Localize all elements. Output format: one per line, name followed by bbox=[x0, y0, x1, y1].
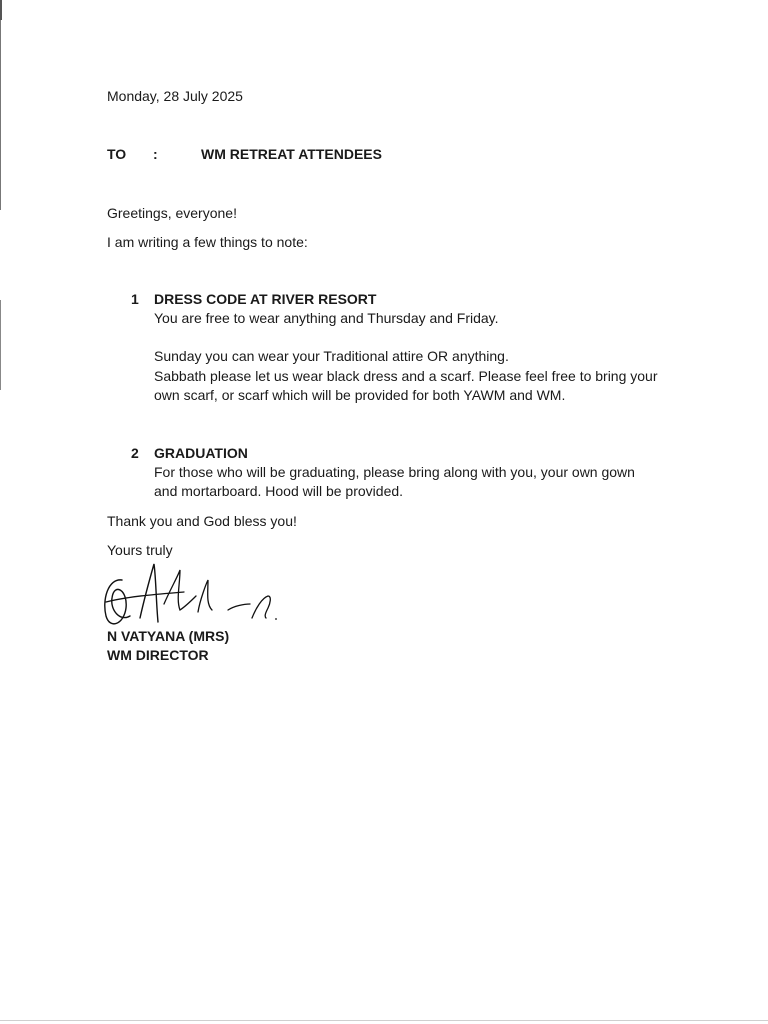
closing-line: Thank you and God bless you! bbox=[107, 513, 297, 529]
signatory-name: N VATYANA (MRS) bbox=[107, 628, 230, 644]
section-number: 2 bbox=[131, 445, 139, 461]
section-text-line: Sunday you can wear your Traditional attire OR anything. bbox=[154, 348, 509, 364]
scan-edge-mark bbox=[0, 0, 2, 20]
section-text-line: and mortarboard. Hood will be provided. bbox=[154, 483, 404, 499]
section-text-line: For those who will be graduating, please bring along with you, your own gown bbox=[154, 464, 635, 480]
scan-edge-mark bbox=[0, 20, 1, 210]
signatory-title: WM DIRECTOR bbox=[107, 647, 209, 663]
to-label: TO bbox=[107, 146, 127, 162]
signoff: Yours truly bbox=[107, 542, 173, 558]
to-recipients: WM RETREAT ATTENDEES bbox=[201, 146, 382, 162]
to-colon: : bbox=[153, 146, 158, 162]
section-text-line: Sabbath please let us wear black dress and a scarf. Please feel free to bring your bbox=[154, 368, 658, 384]
letter-date: Monday, 28 July 2025 bbox=[107, 88, 243, 104]
scan-bottom-line bbox=[0, 1020, 768, 1021]
section-number: 1 bbox=[131, 291, 139, 307]
scan-edge-mark bbox=[0, 300, 1, 390]
section-text-line: You are free to wear anything and Thursday and Friday. bbox=[154, 310, 499, 326]
greeting: Greetings, everyone! bbox=[107, 205, 237, 221]
intro-line: I am writing a few things to note: bbox=[107, 234, 308, 250]
section-heading-dress-code: DRESS CODE AT RIVER RESORT bbox=[154, 291, 377, 307]
section-text-line: own scarf, or scarf which will be provided for both YAWM and WM. bbox=[154, 387, 566, 403]
section-heading-graduation: GRADUATION bbox=[154, 445, 248, 461]
